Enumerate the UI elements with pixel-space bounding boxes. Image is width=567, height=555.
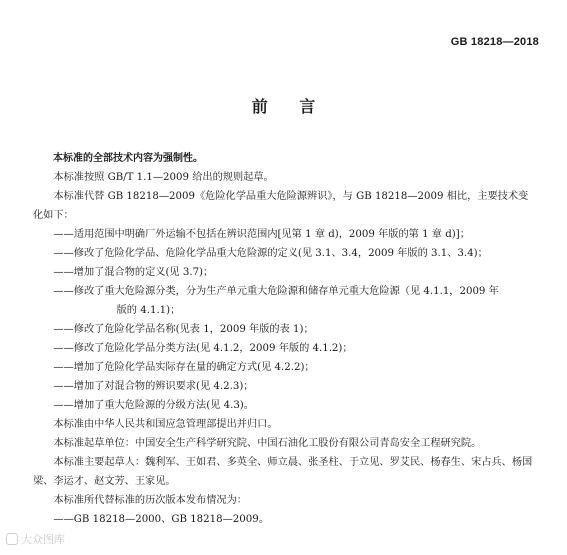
history-item: ——GB 18218—2000、GB 18218—2009。 [53, 514, 269, 525]
changes-list [33, 225, 537, 415]
list-item-continuation: 版的 4.1.1)； [116, 305, 181, 316]
watermark-text: 大众图库 [21, 533, 65, 546]
mandatory-statement: 本标准的全部技术内容为强制性。 [53, 153, 203, 164]
document-body [33, 149, 537, 529]
drafting-units-paragraph: 本标准起草单位：中国安全生产科学研究院、中国石油化工股份有限公司青岛安全工程研究院。 [53, 438, 482, 449]
page-title: 前 言 [251, 97, 316, 116]
watermark [6, 531, 65, 547]
competent-authority-paragraph: 本标准由中华人民共和国应急管理部提出并归口。 [53, 419, 278, 430]
history-intro-paragraph: 本标准所代替标准的历次版本发布情况为： [53, 495, 247, 506]
standard-code: GB 18218—2018 [450, 36, 539, 48]
list-item: ——增加了对混合物的辨识要求(见 4.2.3)； [53, 381, 254, 392]
list-item: ——增加了重大危险源的分级方法(见 4.3)。 [53, 400, 254, 411]
drafting-rules-paragraph: 本标准按照 GB/T 1.1—2009 给出的规则起草。 [53, 172, 274, 183]
list-item: ——增加了危险化学品实际存在量的确定方式(见 4.2.2)； [53, 362, 315, 373]
watermark-logo-icon [6, 533, 18, 545]
list-item: ——修改了危险化学品、危险化学品重大危险源的定义(见 3.1、3.4，2009 年版的 3.1、3.4)； [53, 248, 488, 259]
list-item: ——修改了危险化学品分类方法(见 4.1.2，2009 年版的 4.1.2)； [53, 343, 353, 354]
list-item: ——修改了危险化学品名称(见表 1，2009 年版的表 1)； [53, 324, 314, 335]
list-item: ——适用范围中明确厂外运输不包括在辨识范围内[见第 1 章 d)，2009 年版的第 1 章 d)]； [53, 229, 470, 240]
drafters-paragraph: 本标准主要起草人：魏利军、王如君、多英全、师立晨、张圣柱、于立见、罗艾民、杨春生、宋占兵、杨国梁、李运才、赵文芳、王家见。 [33, 457, 533, 487]
list-item: ——修改了重大危险源分类，分为生产单元重大危险源和储存单元重大危险源（见 4.1.1，2009 年 版的 4.1.1)； [33, 282, 537, 320]
replacement-paragraph: 本标准代替 GB 18218—2009《危险化学品重大危险源辨识》，与 GB 18218—2009 相比，主要技术变化如下： [33, 191, 529, 221]
list-item: ——增加了混合物的定义(见 3.7)； [53, 267, 214, 278]
